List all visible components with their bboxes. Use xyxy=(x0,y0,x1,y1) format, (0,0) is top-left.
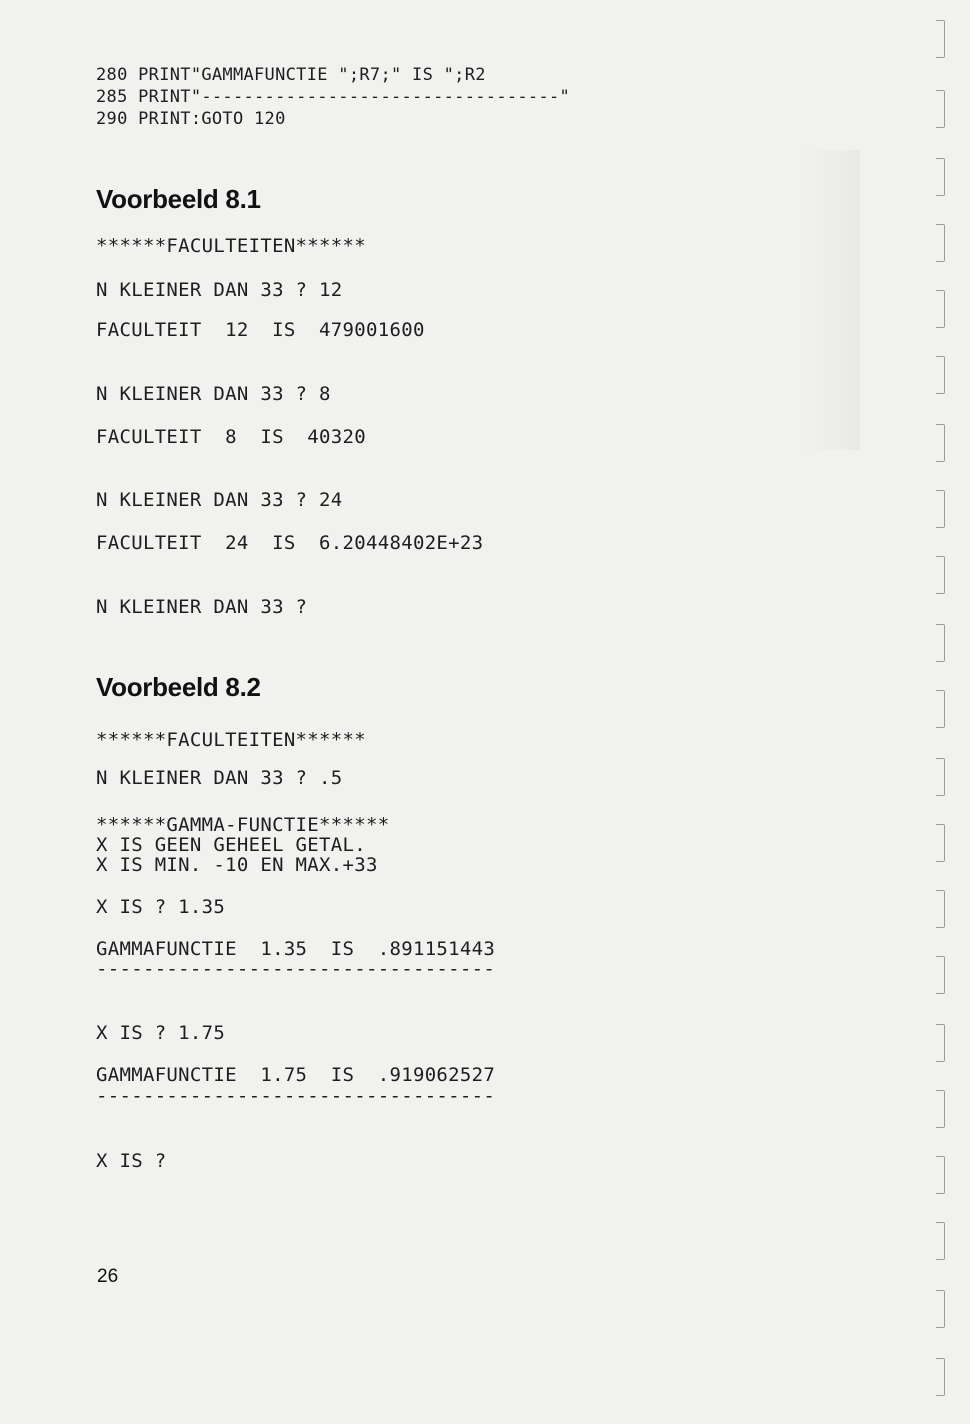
prompt-line: N KLEINER DAN 33 ? 12 xyxy=(96,279,343,301)
binding-ring xyxy=(936,824,945,862)
gamma-result-line: GAMMAFUNCTIE 1.35 IS .891151443 xyxy=(96,938,496,960)
binding-ring xyxy=(936,224,945,262)
input-line: X IS ? 1.35 xyxy=(96,896,226,918)
binding-ring xyxy=(936,1222,945,1260)
note-line: X IS MIN. -10 EN MAX.+33 xyxy=(96,854,378,876)
binding-ring xyxy=(936,1358,945,1396)
binding-ring xyxy=(936,690,945,728)
binding-ring xyxy=(936,356,945,394)
code-line-290: 290 PRINT:GOTO 120 xyxy=(96,109,286,129)
show-through-shading xyxy=(800,150,860,450)
heading-example-8-1: Voorbeeld 8.1 xyxy=(96,184,261,214)
note-line: X IS GEEN GEHEEL GETAL. xyxy=(96,834,366,856)
prompt-line: N KLEINER DAN 33 ? 8 xyxy=(96,383,331,405)
gamma-banner: ******GAMMA-FUNCTIE****** xyxy=(96,814,390,836)
prompt-line: N KLEINER DAN 33 ? 24 xyxy=(96,489,343,511)
binding-ring xyxy=(936,556,945,594)
binding-ring xyxy=(936,490,945,528)
binding-ring xyxy=(936,424,945,462)
separator-line: ---------------------------------- xyxy=(96,958,496,980)
binding-ring xyxy=(936,758,945,796)
binding-ring xyxy=(936,290,945,328)
heading-example-8-2: Voorbeeld 8.2 xyxy=(96,672,261,702)
input-line: X IS ? 1.75 xyxy=(96,1022,226,1044)
binding-ring xyxy=(936,1156,945,1194)
binding-ring xyxy=(936,20,945,58)
ring-binding xyxy=(930,0,970,1424)
prompt-line: N KLEINER DAN 33 ? xyxy=(96,596,308,618)
binding-ring xyxy=(936,90,945,128)
binding-ring xyxy=(936,1090,945,1128)
binding-ring xyxy=(936,1024,945,1062)
separator-line: ---------------------------------- xyxy=(96,1085,496,1107)
binding-ring xyxy=(936,624,945,662)
result-line: FACULTEIT 8 IS 40320 xyxy=(96,426,366,448)
gamma-result-line: GAMMAFUNCTIE 1.75 IS .919062527 xyxy=(96,1064,496,1086)
binding-ring xyxy=(936,890,945,928)
prompt-line: N KLEINER DAN 33 ? .5 xyxy=(96,767,343,789)
faculteiten-banner: ******FACULTEITEN****** xyxy=(96,235,366,257)
binding-ring xyxy=(936,956,945,994)
binding-ring xyxy=(936,1290,945,1328)
page-number: 26 xyxy=(97,1266,119,1287)
input-line: X IS ? xyxy=(96,1150,167,1172)
code-line-280: 280 PRINT"GAMMAFUNCTIE ";R7;" IS ";R2 xyxy=(96,65,486,85)
result-line: FACULTEIT 12 IS 479001600 xyxy=(96,319,425,341)
binding-ring xyxy=(936,158,945,196)
faculteiten-banner: ******FACULTEITEN****** xyxy=(96,729,366,751)
code-line-285: 285 PRINT"----------------------------------" xyxy=(96,87,571,107)
result-line: FACULTEIT 24 IS 6.20448402E+23 xyxy=(96,532,484,554)
